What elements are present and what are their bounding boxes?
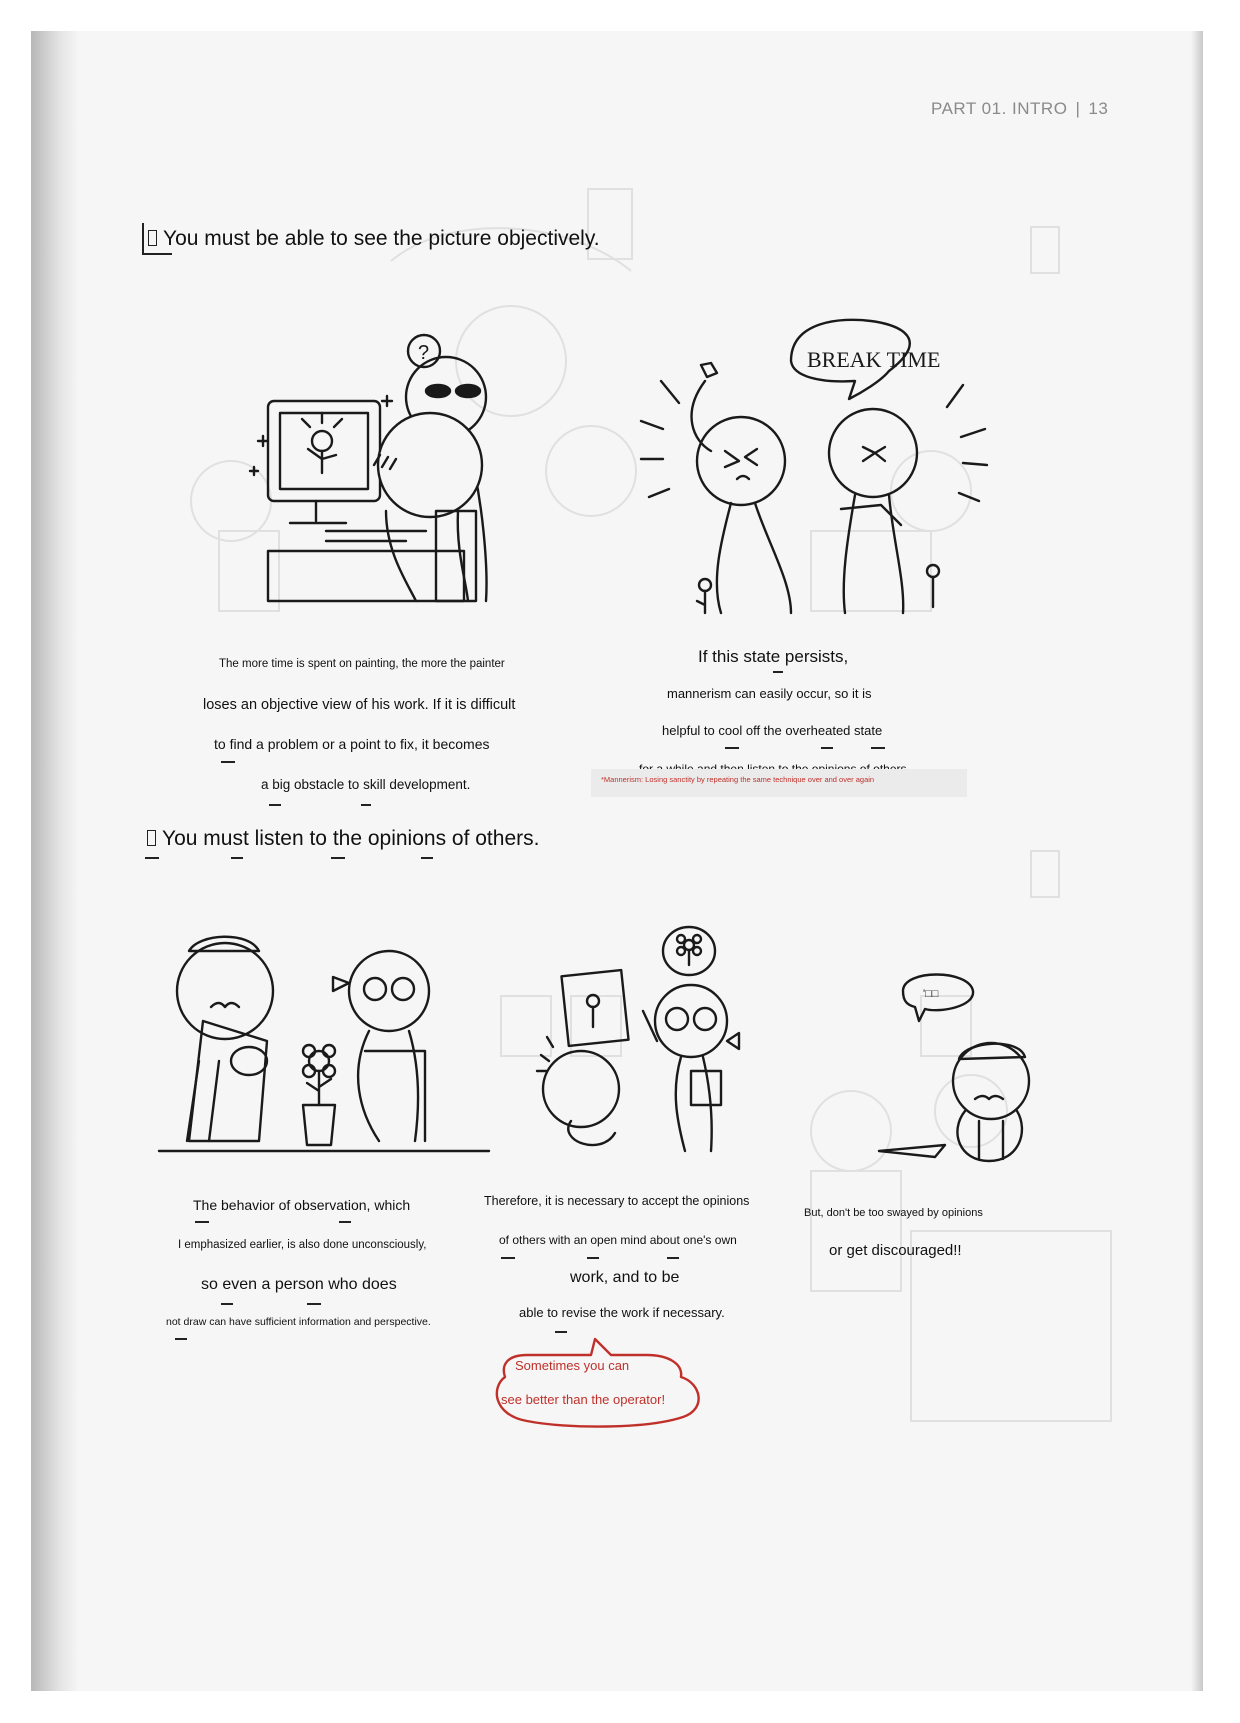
obs-caption-line-1: The behavior of observation, which (193, 1197, 411, 1213)
accept-caption-line-1: Therefore, it is necessary to accept the opinions (484, 1194, 750, 1208)
section2-title (147, 827, 539, 851)
underline-mark (871, 747, 885, 749)
accept-caption-line-4: able to revise the work if necessary. (519, 1305, 725, 1320)
underline-mark (145, 857, 159, 859)
underline-mark (501, 1257, 515, 1259)
underline-mark (587, 1257, 599, 1259)
underline-mark (231, 857, 243, 859)
underline-mark (269, 804, 281, 806)
left-caption-line-4: a big obstacle to skill development. (261, 777, 471, 792)
header-separator: | (1075, 99, 1081, 118)
underline-mark (331, 857, 345, 859)
underline-mark (339, 1221, 351, 1223)
section1-title-text: You must be able to see the picture objectively. (163, 227, 600, 250)
underline-mark (725, 747, 739, 749)
left-caption-line-3: to find a problem or a point to fix, it becomes (214, 736, 490, 752)
book-page (31, 31, 1203, 1691)
question-mark-glyph: ? (418, 342, 430, 364)
bleed-through-ghost (31, 31, 1203, 1691)
underline-mark (821, 747, 833, 749)
obs-caption-line-2: I emphasized earlier, is also done unconsciously, (178, 1239, 427, 1251)
title-bracket-mark (142, 223, 172, 255)
illustration-showing-sketch (541, 921, 821, 1161)
illustration-discouraged-artist (879, 961, 1069, 1161)
underline-mark (421, 857, 433, 859)
underline-mark (667, 1257, 679, 1259)
right-caption-line-2: mannerism can easily occur, so it is (667, 686, 872, 701)
illustration-painter-at-monitor (206, 301, 536, 611)
illustration-artist-and-observer (159, 911, 489, 1151)
accept-caption-line-3: work, and to be (570, 1269, 680, 1286)
accept-caption-line-2: of others with an open mind about one's own (499, 1233, 737, 1247)
illustration-break-time (641, 301, 1021, 621)
small-speech-text: '□□ (923, 988, 939, 1000)
bubble-line-1: Sometimes you can (515, 1358, 630, 1373)
underline-mark (221, 761, 235, 763)
underline-mark (221, 1303, 233, 1305)
underline-mark (555, 1331, 567, 1333)
underline-mark (195, 1221, 209, 1223)
page-number: 13 (1088, 99, 1109, 118)
section2-title-text: You must listen to the opinions of others. (162, 827, 540, 850)
swayed-caption-line-1: But, don't be too swayed by opinions (804, 1207, 983, 1219)
left-caption-line-2: loses an objective view of his work. If it is difficult (203, 697, 516, 713)
underline-mark (361, 804, 371, 806)
header-section: PART 01. INTRO (931, 99, 1068, 118)
obs-caption-line-4: not draw can have sufficient information and perspective. (166, 1316, 431, 1328)
underline-mark (175, 1338, 187, 1340)
right-caption-line-1: If this state persists, (698, 647, 849, 666)
missing-glyph-box (147, 830, 156, 846)
right-caption-line-3: helpful to cool off the overheated state (662, 723, 883, 738)
section1-title (148, 227, 600, 251)
running-header (931, 99, 1108, 119)
break-time-label: BREAK TIME (807, 347, 941, 372)
footnote-mannerism: *Mannerism: Losing sanctity by repeating the same technique over and over again (601, 775, 875, 784)
obs-caption-line-3: so even a person who does (201, 1276, 397, 1293)
swayed-caption-line-2: or get discouraged!! (829, 1242, 962, 1259)
bubble-line-2: see better than the operator! (501, 1392, 666, 1407)
left-caption-line-1: The more time is spent on painting, the more the painter (219, 658, 505, 670)
underline-mark (773, 671, 783, 673)
red-speech-bubble (487, 1337, 711, 1437)
underline-mark (307, 1303, 321, 1305)
